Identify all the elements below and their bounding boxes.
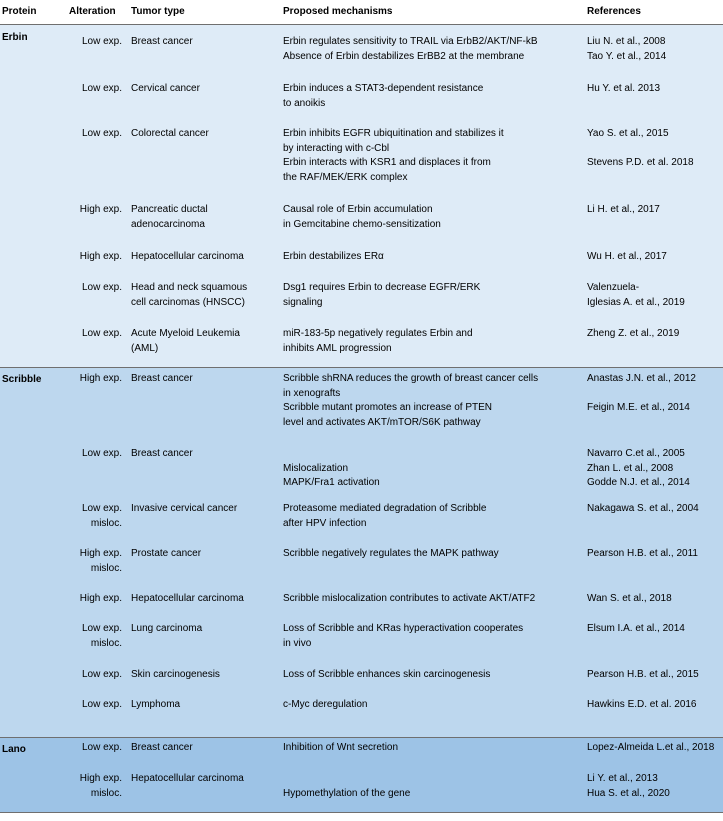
- cell-references: Pearson H.B. et al., 2011: [587, 548, 698, 559]
- cell-tumor: Acute Myeloid Leukemia (AML): [131, 328, 240, 354]
- cell-alteration: Low exp.: [81, 699, 122, 710]
- cell-mechanisms: Loss of Scribble enhances skin carcinogenesis: [283, 669, 491, 680]
- cell-tumor: Prostate cancer: [131, 548, 202, 559]
- protein-name: Lano: [2, 744, 26, 755]
- cell-mechanisms: Loss of Scribble and KRas hyperactivation cooperates in vivo: [283, 623, 524, 649]
- cell-alteration: Low exp.: [81, 669, 122, 680]
- cell-alteration: Low exp.: [81, 36, 122, 47]
- cell-mechanisms: Erbin destabilizes ERα: [283, 251, 384, 262]
- cell-references: Valenzuela- Iglesias A. et al., 2019: [587, 282, 685, 308]
- cell-mechanisms: c-Myc deregulation: [283, 699, 368, 710]
- cell-tumor: Colorectal cancer: [131, 128, 209, 139]
- cell-alteration: High exp.: [79, 251, 122, 262]
- cell-references: Hawkins E.D. et al. 2016: [587, 699, 697, 710]
- cell-tumor: Lung carcinoma: [131, 623, 203, 634]
- cell-references: Elsum I.A. et al., 2014: [587, 623, 685, 634]
- cell-tumor: Lymphoma: [131, 699, 181, 710]
- cell-mechanisms: Scribble negatively regulates the MAPK pathway: [283, 548, 499, 559]
- cell-tumor: Breast cancer: [131, 36, 193, 47]
- cell-mechanisms: Inhibition of Wnt secretion: [283, 742, 399, 753]
- section-scribble: [0, 367, 723, 737]
- table-bottom-rule: [0, 812, 723, 813]
- cell-tumor: Head and neck squamous cell carcinomas (HNSCC): [131, 282, 248, 308]
- cell-references: Pearson H.B. et al., 2015: [587, 669, 699, 680]
- cell-mechanisms: Erbin induces a STAT3-dependent resistance to anoikis: [283, 83, 484, 109]
- cell-tumor: Pancreatic ductal adenocarcinoma: [131, 204, 208, 230]
- section-lano: [0, 737, 723, 812]
- header-mechanisms: Proposed mechanisms: [283, 6, 393, 17]
- cell-tumor: Breast cancer: [131, 373, 193, 384]
- cell-mechanisms: Scribble mislocalization contributes to activate AKT/ATF2: [283, 593, 536, 604]
- cell-tumor: Cervical cancer: [131, 83, 200, 94]
- header-tumor-type: Tumor type: [131, 6, 185, 17]
- cell-mechanisms: Mislocalization MAPK/Fra1 activation: [283, 462, 380, 489]
- cell-alteration: High exp.: [79, 593, 122, 604]
- cell-references: Yao S. et al., 2015 Stevens P.D. et al. 2018: [587, 128, 694, 169]
- cell-tumor: Breast cancer: [131, 448, 193, 459]
- cell-alteration: Low exp.: [81, 128, 122, 139]
- section-divider: [0, 737, 723, 738]
- cell-alteration: Low exp.: [81, 83, 122, 94]
- cell-alteration: Low exp.: [81, 282, 122, 293]
- cell-references: Anastas J.N. et al., 2012 Feigin M.E. et al., 2014: [587, 373, 696, 414]
- cell-alteration: Low exp.: [81, 742, 122, 753]
- cell-references: Hu Y. et al. 2013: [587, 83, 661, 94]
- cell-alteration: Low exp. misloc.: [81, 623, 122, 649]
- cell-alteration: Low exp.: [81, 328, 122, 339]
- cell-references: Wu H. et al., 2017: [587, 251, 667, 262]
- section-divider: [0, 367, 723, 368]
- cell-alteration: Low exp. misloc.: [81, 503, 122, 529]
- cell-references: Lopez-Almeida L.et al., 2018: [587, 742, 715, 753]
- cell-tumor: Hepatocellular carcinoma: [131, 251, 244, 262]
- header-protein: Protein: [2, 6, 37, 17]
- cell-alteration: Low exp.: [81, 448, 122, 459]
- cell-tumor: Hepatocellular carcinoma: [131, 773, 244, 784]
- cell-mechanisms: Proteasome mediated degradation of Scribble after HPV infection: [283, 503, 487, 529]
- cell-references: Wan S. et al., 2018: [587, 593, 672, 604]
- table-header: [0, 0, 723, 25]
- cell-alteration: High exp.: [79, 373, 122, 384]
- cell-mechanisms: Erbin inhibits EGFR ubiquitination and stabilizes it by interacting with c-Cbl Erbin interacts with KSR1 and displaces it from the RAF/MEK/ERK complex: [283, 128, 504, 183]
- cell-tumor: Breast cancer: [131, 742, 193, 753]
- header-references: References: [587, 6, 641, 17]
- header-alteration: Alteration: [69, 6, 116, 17]
- cell-alteration: High exp. misloc.: [79, 773, 122, 799]
- cell-tumor: Hepatocellular carcinoma: [131, 593, 244, 604]
- cell-mechanisms: Dsg1 requires Erbin to decrease EGFR/ERK signaling: [283, 282, 481, 308]
- cell-tumor: Invasive cervical cancer: [131, 503, 238, 514]
- cell-references: Li H. et al., 2017: [587, 204, 660, 215]
- cell-references: Navarro C.et al., 2005 Zhan L. et al., 2008 Godde N.J. et al., 2014: [587, 448, 690, 489]
- cell-mechanisms: miR-183-5p negatively regulates Erbin and inhibits AML progression: [283, 328, 473, 354]
- cell-mechanisms: Causal role of Erbin accumulation in Gemcitabine chemo-sensitization: [283, 204, 441, 230]
- cell-alteration: High exp.: [79, 204, 122, 215]
- cell-mechanisms: Scribble shRNA reduces the growth of breast cancer cells in xenografts Scribble mutant promotes an increase of PTEN level and activates AKT/mTOR/S6K pathway: [283, 373, 539, 428]
- cell-references: Liu N. et al., 2008 Tao Y. et al., 2014: [587, 36, 667, 62]
- cell-references: Zheng Z. et al., 2019: [587, 328, 680, 339]
- section-erbin: [0, 25, 723, 367]
- cell-references: Li Y. et al., 2013 Hua S. et al., 2020: [587, 773, 670, 799]
- cell-alteration: High exp. misloc.: [79, 548, 122, 574]
- cell-references: Nakagawa S. et al., 2004: [587, 503, 699, 514]
- cell-tumor: Skin carcinogenesis: [131, 669, 220, 680]
- protein-name: Erbin: [2, 32, 28, 43]
- cell-mechanisms: Erbin regulates sensitivity to TRAIL via ErbB2/AKT/NF-kB Absence of Erbin destabilizes ErBB2 at the membrane: [283, 36, 538, 62]
- protein-name: Scribble: [2, 374, 42, 385]
- cell-mechanisms: Hypomethylation of the gene: [283, 787, 411, 799]
